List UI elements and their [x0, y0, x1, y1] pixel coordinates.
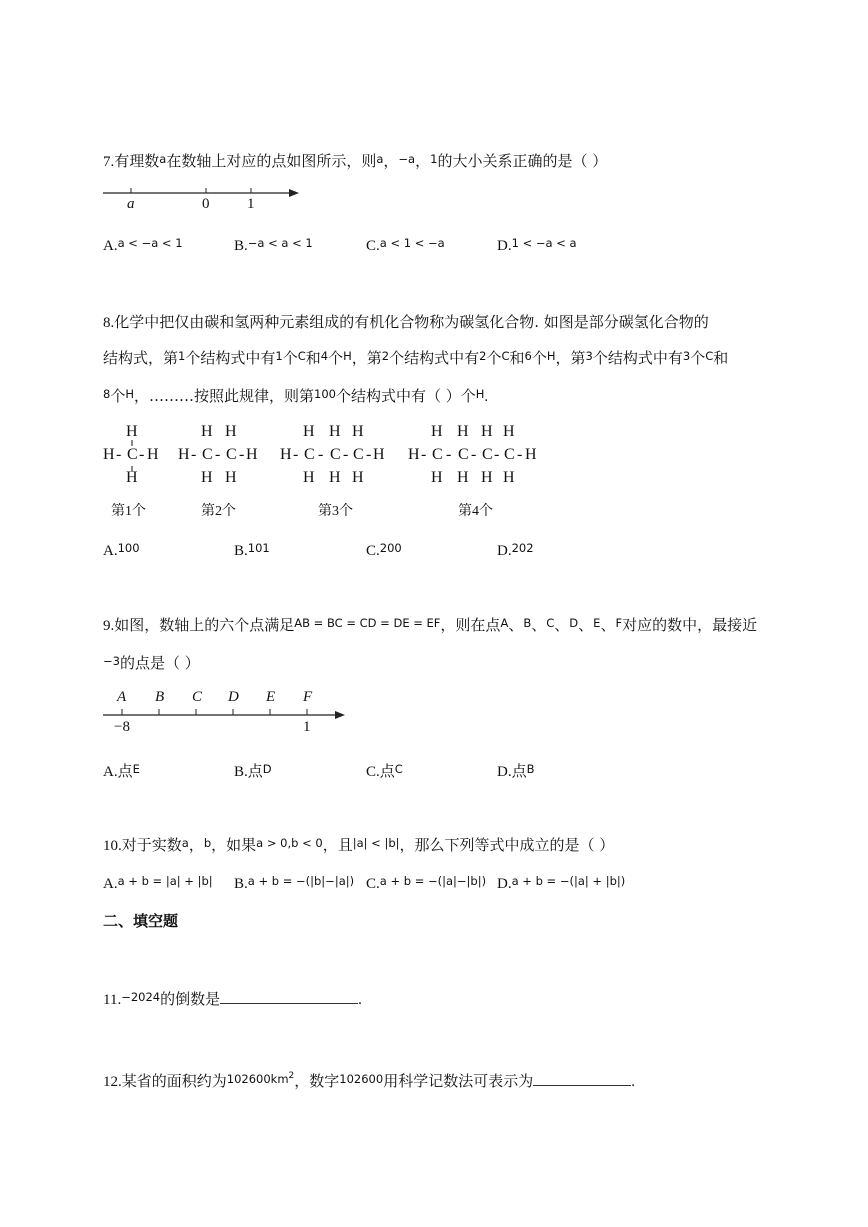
q8-option-c[interactable]: C.200 [366, 541, 402, 559]
q8-s4-bond: - [471, 446, 477, 463]
q8-s4-bottom-h: H [503, 469, 515, 486]
q8-s4-right-h: H [525, 446, 537, 463]
q10-option-d[interactable]: D.a + b = −(|a| + |b|) [497, 874, 626, 892]
q8-s2-bottom-h: H [201, 469, 213, 486]
q12-answer-blank[interactable] [533, 1071, 631, 1086]
q9-axis-right-value: 1 [303, 719, 311, 735]
q9-number-line [100, 705, 350, 725]
q9-option-c[interactable]: C.点C [366, 762, 403, 780]
q8-option-a[interactable]: A.100 [103, 541, 140, 559]
q8-s3-left-h: H [280, 446, 292, 463]
q8-s3-carbon: C [353, 446, 364, 463]
q8-s2-bond: - [215, 446, 221, 463]
q8-s4-carbon: C [482, 446, 493, 463]
q8-s1-right-h: H [147, 446, 159, 463]
q7-option-b[interactable]: B.−a < a < 1 [234, 236, 313, 254]
q7-option-d[interactable]: D.1 < −a < a [497, 236, 577, 254]
q8-s1-bond: - [139, 446, 145, 463]
q8-s4-carbon: C [458, 446, 469, 463]
q8-caption-4: 第4个 [458, 504, 493, 519]
q8-s2-left-h: H [178, 446, 190, 463]
q8-s3-bond: - [366, 446, 372, 463]
q9-point-e: E [266, 689, 276, 705]
q7-option-c[interactable]: C.a < 1 < −a [366, 236, 445, 254]
q9-option-b[interactable]: B.点D [234, 762, 272, 780]
q12-stem: 12.某省的面积约为$102600km^2$，数字102600用科学记数法可表示为 . [103, 1071, 635, 1090]
q8-s4-bond: - [446, 446, 452, 463]
q8-s3-top-h: H [329, 423, 341, 440]
q8-s3-carbon: C [304, 446, 315, 463]
q11-answer-blank[interactable] [220, 989, 358, 1004]
q7-stem: 7.有理数a在数轴上对应的点如图所示，则a，−a，1的大小关系正确的是（ ） [103, 152, 608, 170]
q8-s2-bottom-h: H [225, 469, 237, 486]
q8-s4-bottom-h: H [431, 469, 443, 486]
q9-point-b: B [155, 689, 165, 705]
q9-stem-line1: 9.如图，数轴上的六个点满足AB = BC = CD = DE = EF，则在点A、B、C、D、E、F对应的数中，最接近 [103, 616, 758, 634]
q9-point-a: A [117, 689, 127, 705]
q8-s1-top-h: H [126, 423, 138, 440]
q8-s1-bond: - [116, 446, 122, 463]
q8-s4-bottom-h: H [457, 469, 469, 486]
q9-point-f: F [303, 689, 313, 705]
q9-option-d[interactable]: D.点B [497, 762, 535, 780]
q8-s2-bond: - [239, 446, 245, 463]
q8-s4-bottom-h: H [481, 469, 493, 486]
q8-s1-left-h: H [103, 446, 115, 463]
q8-s2-bond: - [191, 446, 197, 463]
q8-stem-line3: 8个H，………按照此规律，则第100个结构式中有（ ）个H. [103, 387, 489, 405]
q8-stem-line1: 8.化学中把仅由碳和氢两种元素组成的有机化合物称为碳氢化合物. 如图是部分碳氢化合物的 [103, 313, 709, 331]
q9-point-d: D [228, 689, 239, 705]
q7-axis-label-a: a [127, 196, 135, 212]
q8-s2-carbon: C [226, 446, 237, 463]
q8-s3-bottom-h: H [303, 469, 315, 486]
q8-s4-bond: - [421, 446, 427, 463]
q8-option-b[interactable]: B.101 [234, 541, 270, 559]
q8-s4-top-h: H [481, 423, 493, 440]
q8-s4-left-h: H [408, 446, 420, 463]
q8-s2-top-h: H [201, 423, 213, 440]
q8-s2-right-h: H [246, 446, 258, 463]
q8-s4-top-h: H [431, 423, 443, 440]
q10-option-a[interactable]: A.a + b = |a| + |b| [103, 874, 213, 892]
q9-option-a[interactable]: A.点E [103, 762, 140, 780]
q9-point-c: C [192, 689, 203, 705]
q9-axis-left-value: −8 [114, 719, 130, 735]
q8-s1-bottom-h: H [126, 469, 138, 486]
q8-s4-carbon: C [432, 446, 443, 463]
q10-option-c[interactable]: C.a + b = −(|a|−|b|) [366, 874, 487, 892]
q8-s3-carbon: C [330, 446, 341, 463]
q9-stem-line2: −3的点是（ ） [103, 654, 200, 672]
q8-s1-carbon: C [127, 446, 138, 463]
q8-s3-top-h: H [303, 423, 315, 440]
q8-s4-bond: - [517, 446, 523, 463]
q8-s3-bond: - [343, 446, 349, 463]
q8-s4-top-h: H [457, 423, 469, 440]
q7-option-a[interactable]: A.a < −a < 1 [103, 236, 183, 254]
q8-option-d[interactable]: D.202 [497, 541, 534, 559]
q7-axis-label-1: 1 [247, 196, 255, 212]
section-heading: 二、填空题 [103, 912, 179, 930]
q8-s4-bond: - [494, 446, 500, 463]
q8-s3-top-h: H [352, 423, 364, 440]
q8-s3-right-h: H [373, 446, 385, 463]
q10-stem: 10.对于实数a，b，如果a > 0,b < 0，且|a| < |b|，那么下列等式中成立的是（ ） [103, 836, 615, 854]
q8-s4-top-h: H [503, 423, 515, 440]
q8-s3-bottom-h: H [352, 469, 364, 486]
q8-caption-3: 第3个 [318, 504, 353, 519]
q8-s2-carbon: C [202, 446, 213, 463]
q8-s1-vbonds [130, 440, 134, 474]
q8-s3-bond: - [293, 446, 299, 463]
q8-s2-top-h: H [225, 423, 237, 440]
q7-axis-label-0: 0 [202, 196, 210, 212]
q8-s4-carbon: C [504, 446, 515, 463]
q8-stem-line2: 结构式，第1个结构式中有1个C和4个H，第2个结构式中有2个C和6个H，第3个结构式中有3个C和 [103, 349, 729, 367]
q8-s3-bottom-h: H [329, 469, 341, 486]
q8-caption-2: 第2个 [201, 504, 236, 519]
q10-option-b[interactable]: B.a + b = −(|b|−|a|) [234, 874, 355, 892]
q8-caption-1: 第1个 [111, 504, 146, 519]
q11-stem: 11.−2024的倒数是 . [103, 990, 362, 1008]
q8-s3-bond: - [318, 446, 324, 463]
